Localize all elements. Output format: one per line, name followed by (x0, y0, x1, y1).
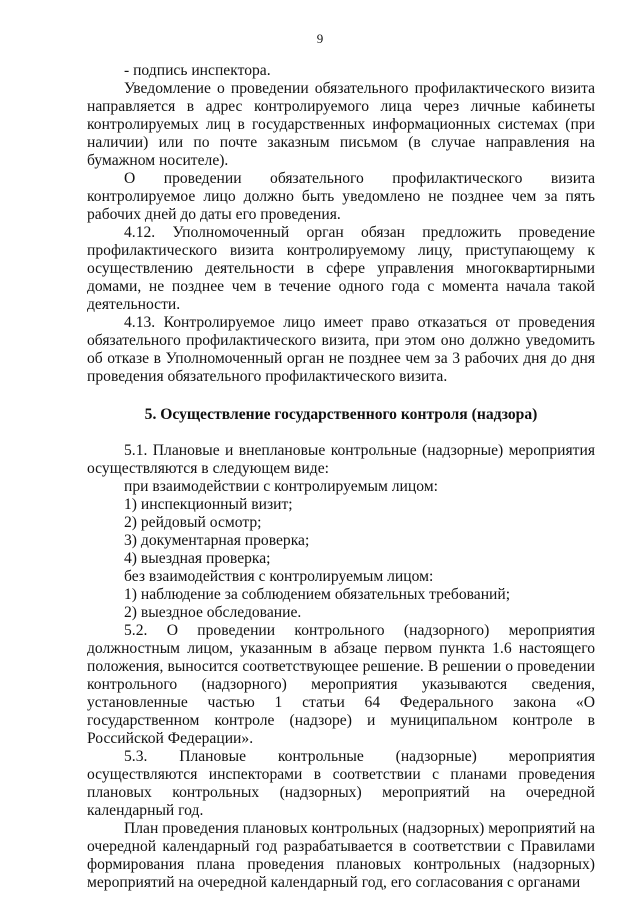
list-label: при взаимодействии с контролируемым лицом: (124, 478, 438, 495)
paragraph: План проведения плановых контрольных (надзорных) мероприятий на очередной календарный год разрабатывается в соответствии с Правилами формирования плана проведения плановых контрольных (надзорных) мероприятий на очередной календарный год, его согласования с органами (87, 820, 595, 891)
paragraph: 4.13. Контролируемое лицо имеет право отказаться от проведения обязательного профилактического визита, при этом оно должно уведомить об отказе в Уполномоченный орган не позднее чем за 3 рабочих дня до дня проведения обязательного профилактического визита. (87, 314, 595, 385)
list-item: 1) инспекционный визит; (124, 496, 293, 513)
paragraph: О проведении обязательного профилактического визита контролируемое лицо должно быть уведомлено не позднее чем за пять рабочих дней до даты его проведения. (87, 170, 595, 223)
section-heading: 5. Осуществление государственного контроля (надзора) (144, 406, 538, 423)
paragraph: 5.2. О проведении контрольного (надзорного) мероприятия должностным лицом, указанным в абзаце первом пункта 1.6 настоящего положения, выносится соответствующее решение. В решении о проведении контрольного (надзорного) мероприятия указываются сведения, установленные частью 1 статьи 64 Федерального закона «О государственном контроле (надзоре) и муниципальном контроле в Российской Федерации». (87, 622, 595, 747)
list-item: 1) наблюдение за соблюдением обязательных требований; (124, 586, 511, 603)
list-item: 3) документарная проверка; (124, 532, 310, 549)
page-number: 9 (316, 31, 324, 46)
paragraph: 5.3. Плановые контрольные (надзорные) мероприятия осуществляются инспекторами в соответствии с планами проведения плановых контрольных (надзорных) мероприятий на очередной календарный год. (87, 748, 595, 819)
document-body (87, 62, 595, 892)
paragraph: 4.12. Уполномоченный орган обязан предложить проведение профилактического визита контролируемому лицу, приступающему к осуществлению деятельности в сфере управления многоквартирными домами, не позднее чем в течение одного года с момента начала такой деятельности. (87, 224, 595, 313)
list-item: 2) выездное обследование. (124, 604, 302, 621)
paragraph: Уведомление о проведении обязательного профилактического визита направляется в адрес контролируемого лица через личные кабинеты контролируемых лиц в государственных информационных системах (при наличии) или по почте заказным письмом (в случае направления на бумажном носителе). (87, 80, 595, 169)
list-label: без взаимодействия с контролируемым лицом: (124, 568, 434, 585)
paragraph: 5.1. Плановые и внеплановые контрольные (надзорные) мероприятия осуществляются в следующем виде: (87, 442, 595, 477)
list-item: 4) выездная проверка; (124, 550, 271, 567)
paragraph: - подпись инспектора. (124, 62, 271, 79)
list-item: 2) рейдовый осмотр; (124, 514, 262, 531)
